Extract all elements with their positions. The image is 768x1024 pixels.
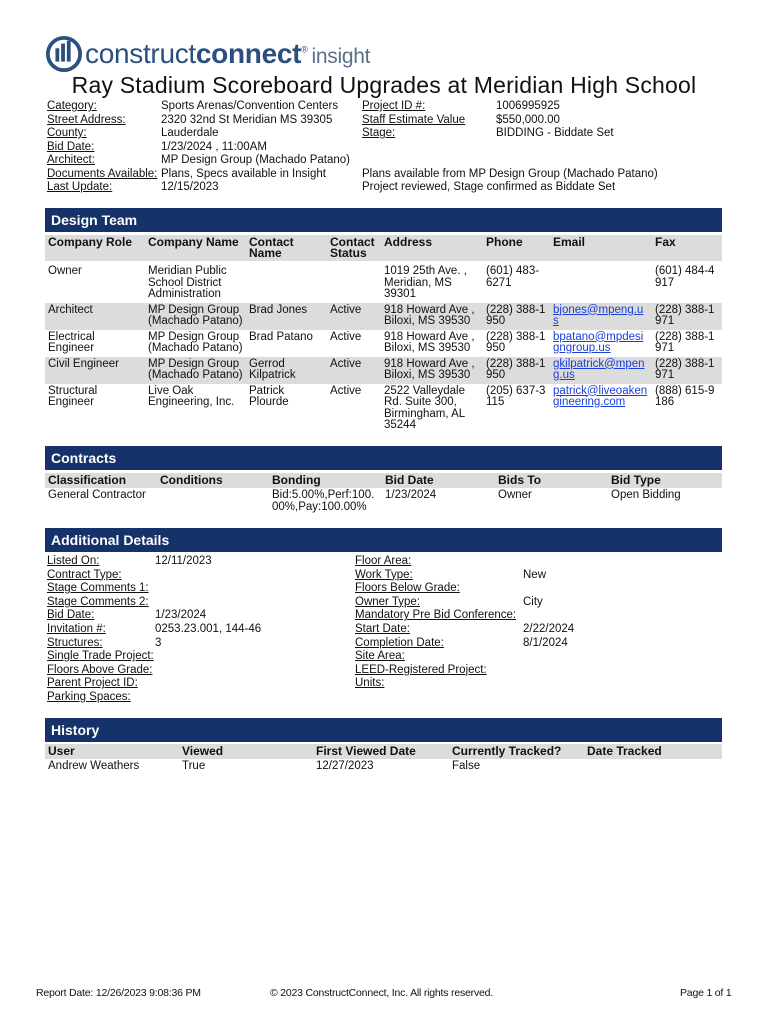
detail-label: Floors Below Grade: [355, 582, 460, 595]
col-header: Bid Type [608, 473, 722, 488]
staff-estimate-label: Staff Estimate Value [362, 113, 466, 126]
detail-value: 2/22/2024 [523, 623, 575, 635]
col-header: User [45, 744, 179, 759]
stage-label: Stage: [362, 127, 396, 139]
detail-value: City [523, 595, 543, 608]
staff-estimate-value: $550,000.00 [496, 113, 560, 126]
col-header: Contact Status [327, 235, 381, 261]
col-header: Company Name [145, 235, 246, 261]
detail-row [47, 555, 347, 568]
col-header: First Viewed Date [313, 744, 449, 759]
plans-note: Plans available from MP Design Group (Machado Patano) [362, 167, 658, 180]
design-team-heading: Design Team [45, 208, 722, 232]
email-link[interactable]: gkilpatrick@mpeng.us [553, 357, 645, 381]
project-id-value: 1006995925 [496, 100, 560, 112]
table-row: General Contractor Bid:5.00%,Perf:100.00%,Pay:100.00% 1/23/2024 Owner Open Bidding [48, 489, 681, 513]
table-row: Architect MP Design Group (Machado Patano) Brad Jones Active 918 Howard Ave , Biloxi, MS 39530 (228) 388-1950 bjones@mpeng.us (228) 388-1971 [45, 303, 722, 330]
detail-row [355, 677, 715, 690]
detail-label: Floors Above Grade: [47, 663, 153, 676]
review-note: Project reviewed, Stage confirmed as Biddate Set [362, 181, 616, 193]
col-header: Email [550, 235, 652, 261]
detail-label: Owner Type: [355, 595, 420, 608]
detail-label: Contract Type: [47, 568, 122, 581]
project-id-label: Project ID #: [362, 100, 426, 112]
detail-label: Floor Area: [355, 555, 412, 567]
detail-row [355, 569, 715, 582]
detail-value: 0253.23.001, 144-46 [155, 623, 262, 635]
detail-row [47, 609, 347, 622]
design-team-table [45, 235, 722, 436]
detail-value: New [523, 568, 547, 581]
detail-label: Listed On: [47, 555, 100, 567]
detail-row [47, 582, 347, 595]
col-header: Conditions [157, 473, 269, 488]
col-header: Bonding [269, 473, 382, 488]
contracts-header-row [45, 473, 722, 488]
county-label: County: [47, 127, 87, 139]
col-header: Contact Name [246, 235, 327, 261]
history-table [45, 744, 722, 775]
col-header: Date Tracked [584, 744, 722, 759]
constructconnect-logo [45, 34, 370, 74]
history-heading: History [45, 718, 722, 742]
detail-label: Structures: [47, 636, 103, 649]
col-header: Bids To [495, 473, 608, 488]
detail-row [47, 691, 347, 704]
col-header: Company Role [45, 235, 145, 261]
design-team-header-row [45, 235, 722, 261]
detail-label: Bid Date: [47, 609, 95, 622]
street-label: Street Address: [47, 113, 126, 126]
email-link[interactable]: patrick@liveoakengineering.com [553, 384, 648, 408]
constructconnect-logo-icon [45, 35, 83, 73]
category-value: Sports Arenas/Convention Centers [161, 100, 339, 112]
page-number: Page 1 of 1 [680, 987, 732, 999]
detail-value: 3 [155, 636, 162, 649]
detail-label: Units: [355, 677, 385, 690]
detail-row [47, 637, 347, 650]
detail-label: Stage Comments 1: [47, 582, 149, 595]
stage-value: BIDDING - Biddate Set [496, 127, 614, 139]
detail-row [47, 664, 347, 677]
detail-label: Work Type: [355, 568, 413, 581]
detail-label: Invitation #: [47, 623, 106, 635]
detail-value: 1/23/2024 [155, 609, 207, 622]
county-value: Lauderdale [161, 127, 219, 139]
col-header: Phone [483, 235, 550, 261]
detail-row [355, 596, 715, 609]
documents-value: Plans, Specs available in Insight [161, 167, 326, 180]
detail-label: Start Date: [355, 623, 410, 635]
detail-row [47, 650, 347, 663]
email-link[interactable]: bjones@mpeng.us [553, 303, 644, 327]
detail-label: LEED-Registered Project: [355, 663, 487, 676]
additional-details-heading: Additional Details [45, 528, 722, 552]
detail-row [355, 637, 715, 650]
detail-label: Site Area: [355, 650, 405, 663]
last-update-value: 12/15/2023 [161, 181, 219, 193]
detail-value: 8/1/2024 [523, 636, 568, 649]
detail-label: Mandatory Pre Bid Conference: [355, 609, 517, 622]
project-title: Ray Stadium Scoreboard Upgrades at Meridian High School [71, 72, 697, 98]
architect-value: MP Design Group (Machado Patano) [161, 154, 350, 166]
last-update-label: Last Update: [47, 181, 113, 193]
category-label: Category: [47, 100, 97, 112]
contracts-heading: Contracts [45, 446, 722, 470]
detail-row [355, 582, 715, 595]
col-header: Fax [652, 235, 722, 261]
table-row: Andrew Weathers True 12/27/2023 False [48, 760, 481, 772]
table-row: Owner Meridian Public School District Administration 1019 25th Ave. , Meridian, MS 39301 (601) 483-6271 (601) 484-4917 [48, 265, 715, 300]
col-header: Classification [45, 473, 157, 488]
detail-label: Parent Project ID: [47, 677, 138, 690]
col-header: Currently Tracked? [449, 744, 584, 759]
detail-row [47, 677, 347, 690]
table-row: Structural Engineer Live Oak Engineering, Inc. Patrick Plourde Active 2522 Valleydale Rd. Suite 300, Birmingham, AL 35244 (205) 637-3115 patrick@liveoakengineering.com (888) 615-9186 [48, 384, 715, 431]
detail-row [47, 569, 347, 582]
detail-row [47, 596, 347, 609]
detail-label: Completion Date: [355, 636, 444, 649]
detail-label: Stage Comments 2: [47, 595, 149, 608]
detail-label: Single Trade Project: [47, 650, 154, 663]
documents-label: Documents Available: [47, 167, 158, 180]
contracts-table [45, 473, 722, 515]
detail-row [355, 664, 715, 677]
detail-row [355, 650, 715, 663]
col-header: Bid Date [382, 473, 495, 488]
email-link[interactable]: bpatano@mpdesigngroup.us [553, 330, 644, 354]
street-value: 2320 32nd St Meridian MS 39305 [161, 113, 333, 126]
architect-label: Architect: [47, 154, 95, 166]
detail-row [355, 555, 715, 568]
history-header-row [45, 744, 722, 759]
logo-wordmark: constructconnect® insight [85, 38, 371, 69]
copyright: © 2023 ConstructConnect, Inc. All rights reserved. [270, 987, 494, 999]
detail-row [355, 623, 715, 636]
bid-date-value: 1/23/2024 , 11:00AM [161, 140, 267, 153]
col-header: Address [381, 235, 483, 261]
detail-label: Parking Spaces: [47, 691, 131, 703]
col-header: Viewed [179, 744, 313, 759]
bid-date-label: Bid Date: [47, 140, 95, 153]
report-date: Report Date: 12/26/2023 9:08:36 PM [36, 987, 201, 999]
detail-value: 12/11/2023 [155, 555, 212, 567]
detail-row [355, 609, 715, 622]
table-row: Civil Engineer MP Design Group (Machado Patano) Gerrod Kilpatrick Active 918 Howard Ave , Biloxi, MS 39530 (228) 388-1950 gkilpatrick@mpeng.us (228) 388-1971 [45, 357, 722, 384]
table-row: Electrical Engineer MP Design Group (Machado Patano) Brad Patano Active 918 Howard Ave , Biloxi, MS 39530 (228) 388-1950 bpatano@mpdesigngroup.us (228) 388-1971 [48, 330, 715, 354]
detail-row [47, 623, 347, 636]
